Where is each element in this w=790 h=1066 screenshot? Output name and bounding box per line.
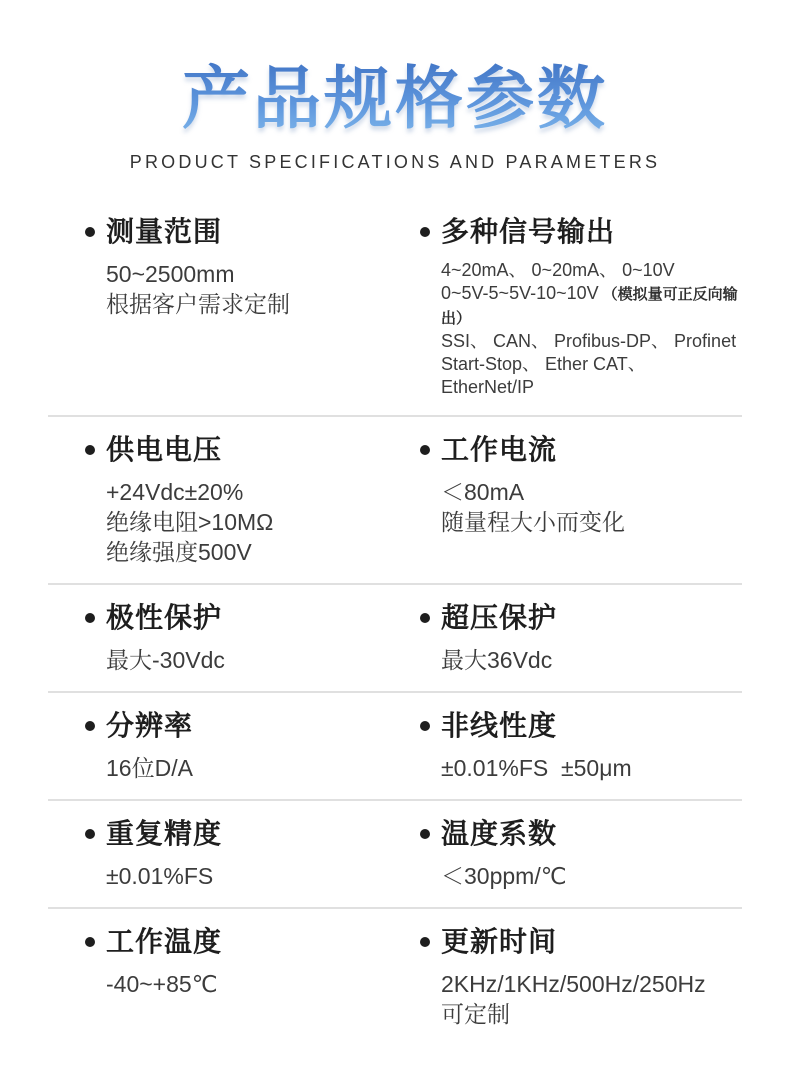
spec-value-line: 最大-30Vdc — [106, 646, 225, 673]
specs-section — [48, 199, 742, 1045]
spec-supply-voltage — [48, 433, 420, 567]
spec-value-line: 4~20mA、 0~20mA、 0~10V — [441, 259, 675, 280]
spec-value-line: 最大36Vdc — [441, 646, 553, 673]
spec-row-3 — [48, 583, 742, 691]
spec-label: 温度系数 — [441, 817, 558, 849]
spec-row-6 — [48, 907, 742, 1045]
spec-row-4 — [48, 691, 742, 799]
spec-measure-range — [48, 215, 420, 399]
page-subtitle: PRODUCT SPECIFICATIONS AND PARAMETERS — [129, 151, 661, 172]
spec-polarity-protection — [48, 601, 420, 675]
spec-temperature-coefficient — [420, 817, 742, 891]
spec-update-time — [420, 925, 742, 1029]
spec-label: 更新时间 — [441, 925, 558, 957]
spec-working-current — [420, 433, 742, 567]
spec-label: 多种信号输出 — [441, 215, 616, 247]
bullet-icon — [420, 721, 430, 731]
spec-value-line: 可定制 — [441, 1000, 510, 1027]
spec-value-line: -40~+85℃ — [106, 970, 218, 997]
spec-label: 测量范围 — [106, 215, 223, 247]
spec-value-line: 0~5V-5~5V-10~10V （模拟量可正反向输出） — [441, 282, 738, 327]
page-title: 产品规格参数 — [182, 54, 608, 146]
spec-working-temperature — [48, 925, 420, 1029]
bullet-icon — [85, 937, 95, 947]
spec-value-line: ±0.01%FS — [106, 862, 214, 889]
spec-row-1 — [48, 199, 742, 415]
spec-overvoltage-protection — [420, 601, 742, 675]
bullet-icon — [85, 721, 95, 731]
spec-value-line: SSI、 CAN、 Profibus-DP、 Profinet — [441, 330, 737, 351]
spec-nonlinearity — [420, 709, 742, 783]
spec-label: 分辨率 — [106, 709, 194, 741]
spec-label: 供电电压 — [106, 433, 223, 465]
spec-value-note: （模拟量可正反向输出） — [441, 285, 738, 327]
spec-value-line: 2KHz/1KHz/500Hz/250Hz — [441, 970, 706, 997]
spec-repeatability — [48, 817, 420, 891]
spec-label: 工作电流 — [441, 433, 558, 465]
spec-label: 重复精度 — [106, 817, 223, 849]
spec-label: 非线性度 — [441, 709, 558, 741]
bullet-icon — [85, 445, 95, 455]
spec-value-line: 根据客户需求定制 — [106, 290, 290, 317]
spec-value-line: 随量程大小而变化 — [441, 508, 625, 535]
spec-value-line: Start-Stop、 Ether CAT、 EtherNet/IP — [441, 353, 651, 397]
bullet-icon — [420, 613, 430, 623]
spec-value-line: ＜30ppm/℃ — [441, 862, 567, 889]
spec-value-line: 16位D/A — [106, 754, 193, 781]
spec-label: 极性保护 — [106, 601, 223, 633]
spec-resolution — [48, 709, 420, 783]
bullet-icon — [420, 445, 430, 455]
spec-label: 超压保护 — [441, 601, 558, 633]
bullet-icon — [85, 227, 95, 237]
spec-value-line: 绝缘强度500V — [106, 538, 252, 565]
spec-row-5 — [48, 799, 742, 907]
spec-value-line: ±0.01%FS ±50μm — [441, 754, 632, 781]
bullet-icon — [85, 829, 95, 839]
spec-value-line: 绝缘电阻>10MΩ — [106, 508, 274, 535]
spec-signal-output — [420, 215, 742, 399]
bullet-icon — [420, 829, 430, 839]
spec-value-line: 50~2500mm — [106, 260, 235, 287]
bullet-icon — [420, 227, 430, 237]
bullet-icon — [85, 613, 95, 623]
spec-label: 工作温度 — [106, 925, 223, 957]
spec-value-line: ＜80mA — [441, 478, 525, 505]
spec-value-line: +24Vdc±20% — [106, 478, 244, 505]
bullet-icon — [420, 937, 430, 947]
page-header — [0, 0, 790, 173]
spec-row-2 — [48, 415, 742, 583]
